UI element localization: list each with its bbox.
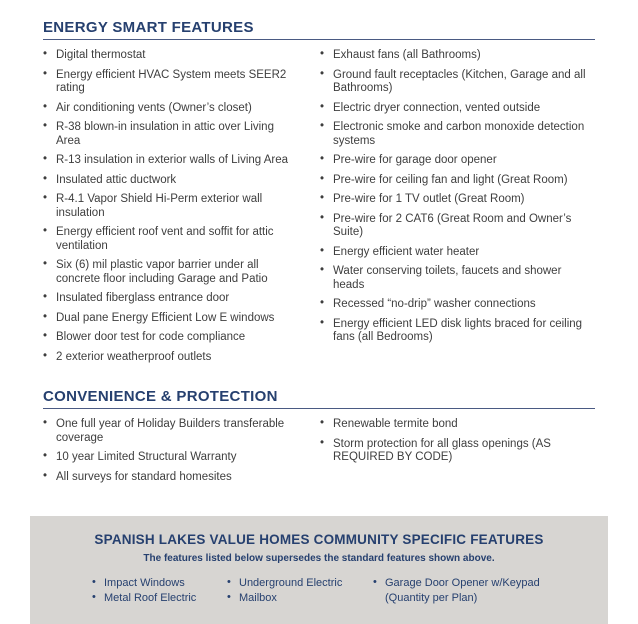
- right-column: [319, 49, 595, 370]
- community-panel-title: SPANISH LAKES VALUE HOMES COMMUNITY SPECIFIC FEATURES: [94, 532, 544, 547]
- feature-item: [43, 451, 293, 465]
- feature-item: [43, 312, 293, 326]
- feature-item: [320, 213, 587, 240]
- feature-item: [43, 174, 293, 188]
- feature-item: [43, 351, 293, 365]
- bullet-icon: •: [43, 120, 48, 132]
- community-columns: [50, 576, 588, 606]
- feature-item: [92, 591, 227, 606]
- feature-item: [43, 259, 293, 286]
- bullet-icon: •: [320, 172, 325, 185]
- bullet-icon: •: [43, 417, 48, 429]
- feature-text: All surveys for standard homesites: [56, 470, 232, 483]
- bullet-icon: •: [320, 211, 325, 224]
- feature-item: [43, 331, 293, 345]
- feature-text: Exhaust fans (all Bathrooms): [333, 49, 481, 61]
- feature-item: [320, 438, 587, 465]
- bullet-icon: •: [43, 291, 48, 303]
- bullet-icon: •: [43, 172, 48, 185]
- bullet-icon: •: [43, 469, 48, 482]
- feature-text: Energy efficient roof vent and soffit for attic ventilation: [56, 226, 274, 252]
- bullet-icon: •: [320, 297, 325, 309]
- bullet-icon: •: [43, 225, 48, 237]
- feature-text: R-38 blown-in insulation in attic over Living Area: [56, 121, 274, 147]
- feature-text: 2 exterior weatherproof outlets: [56, 350, 212, 363]
- bullet-icon: •: [320, 100, 325, 113]
- community-column-3: [373, 576, 558, 606]
- feature-text: Pre-wire for garage door opener: [333, 154, 497, 166]
- bullet-icon: •: [320, 316, 325, 329]
- left-column: [43, 418, 319, 490]
- feature-text: Storm protection for all glass openings (AS REQUIRED BY CODE): [333, 437, 551, 463]
- bullet-icon: •: [43, 450, 48, 462]
- feature-item: [43, 292, 293, 306]
- community-features-panel: [30, 516, 608, 624]
- bullet-icon: •: [320, 244, 325, 257]
- bullet-icon: •: [43, 67, 48, 80]
- feature-item: [320, 298, 587, 312]
- bullet-icon: •: [92, 576, 96, 588]
- bullet-icon: •: [43, 153, 48, 165]
- feature-list: [320, 49, 587, 345]
- feature-item: [373, 576, 558, 606]
- feature-text: Pre-wire for ceiling fan and light (Great Room): [333, 173, 568, 186]
- section-convenience-protection: [0, 388, 638, 490]
- feature-text: Insulated attic ductwork: [56, 173, 177, 186]
- bullet-icon: •: [43, 349, 48, 362]
- community-panel-subtitle: The features listed below supersedes the standard features shown above.: [143, 553, 495, 564]
- section-title: ENERGY SMART FEATURES: [43, 19, 254, 36]
- feature-text: Insulated fiberglass entrance door: [56, 292, 230, 304]
- feature-item: [43, 69, 293, 96]
- feature-item: [43, 102, 293, 116]
- feature-item: [320, 174, 587, 188]
- bullet-icon: •: [43, 48, 48, 60]
- bullet-icon: •: [320, 417, 325, 429]
- bullet-icon: •: [227, 576, 231, 588]
- feature-text: Electronic smoke and carbon monoxide detection systems: [333, 121, 585, 147]
- feature-item: [320, 154, 587, 168]
- feature-item: [320, 102, 587, 116]
- two-column-list: [43, 49, 595, 370]
- bullet-icon: •: [43, 258, 48, 270]
- feature-text: Pre-wire for 1 TV outlet (Great Room): [333, 193, 525, 205]
- feature-text: Six (6) mil plastic vapor barrier under all concrete floor including Garage and Patio: [56, 259, 268, 285]
- feature-text: Dual pane Energy Efficient Low E windows: [56, 311, 275, 324]
- feature-list: [227, 576, 373, 606]
- feature-item: [320, 121, 587, 148]
- feature-text: One full year of Holiday Builders transferable coverage: [56, 418, 285, 444]
- feature-text: Electric dryer connection, vented outside: [333, 101, 541, 114]
- feature-text: Blower door test for code compliance: [56, 331, 246, 343]
- feature-text: Water conserving toilets, faucets and shower heads: [333, 265, 562, 291]
- feature-item: [320, 246, 587, 260]
- bullet-icon: •: [227, 591, 231, 603]
- feature-text: Digital thermostat: [56, 49, 146, 61]
- feature-item: [320, 49, 587, 63]
- feature-text: Ground fault receptacles (Kitchen, Garage and all Bathrooms): [333, 68, 586, 94]
- feature-item: [43, 226, 293, 253]
- feature-list: [320, 418, 587, 465]
- feature-list: [373, 576, 558, 606]
- bullet-icon: •: [43, 100, 48, 113]
- feature-text: Underground Electric: [239, 577, 343, 589]
- two-column-list: [43, 418, 595, 490]
- community-column-1: [92, 576, 227, 606]
- feature-item: [227, 591, 373, 606]
- feature-text: Mailbox: [239, 592, 277, 604]
- feature-text: Metal Roof Electric: [104, 592, 197, 604]
- feature-item: [43, 49, 293, 63]
- bullet-icon: •: [320, 67, 325, 80]
- bullet-icon: •: [320, 153, 325, 165]
- right-column: [319, 418, 595, 490]
- feature-text: Recessed “no-drip” washer connections: [333, 298, 536, 310]
- feature-item: [227, 576, 373, 591]
- bullet-icon: •: [43, 310, 48, 323]
- bullet-icon: •: [43, 192, 48, 204]
- feature-item: [43, 471, 293, 485]
- section-divider: [43, 39, 595, 40]
- feature-item: [43, 121, 293, 148]
- feature-text: Garage Door Opener w/Keypad (Quantity per Plan): [385, 577, 540, 604]
- section-title: CONVENIENCE & PROTECTION: [43, 388, 278, 405]
- feature-item: [320, 69, 587, 96]
- feature-text: Renewable termite bond: [333, 418, 458, 430]
- feature-item: [92, 576, 227, 591]
- feature-text: R-4.1 Vapor Shield Hi-Perm exterior wall insulation: [56, 193, 263, 219]
- feature-item: [320, 193, 587, 207]
- left-column: [43, 49, 319, 370]
- bullet-icon: •: [320, 120, 325, 132]
- feature-text: Energy efficient water heater: [333, 245, 480, 258]
- feature-list: [92, 576, 227, 606]
- bullet-icon: •: [320, 264, 325, 276]
- section-energy-smart-features: [0, 19, 638, 370]
- feature-text: Impact Windows: [104, 577, 185, 589]
- feature-item: [43, 418, 293, 445]
- feature-text: 10 year Limited Structural Warranty: [56, 451, 237, 463]
- feature-text: Energy efficient LED disk lights braced for ceiling fans (all Bedrooms): [333, 317, 583, 343]
- feature-list: [43, 49, 293, 364]
- bullet-icon: •: [320, 436, 325, 449]
- bullet-icon: •: [373, 576, 377, 588]
- feature-item: [320, 418, 587, 432]
- bullet-icon: •: [92, 591, 96, 603]
- community-column-2: [227, 576, 373, 606]
- feature-text: R-13 insulation in exterior walls of Living Area: [56, 154, 289, 166]
- bullet-icon: •: [320, 48, 325, 60]
- feature-item: [43, 193, 293, 220]
- feature-text: Air conditioning vents (Owner’s closet): [56, 101, 252, 114]
- feature-text: Energy efficient HVAC System meets SEER2 rating: [56, 68, 287, 94]
- feature-item: [43, 154, 293, 168]
- section-divider: [43, 408, 595, 409]
- feature-item: [320, 318, 587, 345]
- feature-item: [320, 265, 587, 292]
- feature-list: [43, 418, 293, 484]
- feature-text: Pre-wire for 2 CAT6 (Great Room and Owner’s Suite): [333, 212, 572, 238]
- bullet-icon: •: [43, 330, 48, 342]
- bullet-icon: •: [320, 192, 325, 204]
